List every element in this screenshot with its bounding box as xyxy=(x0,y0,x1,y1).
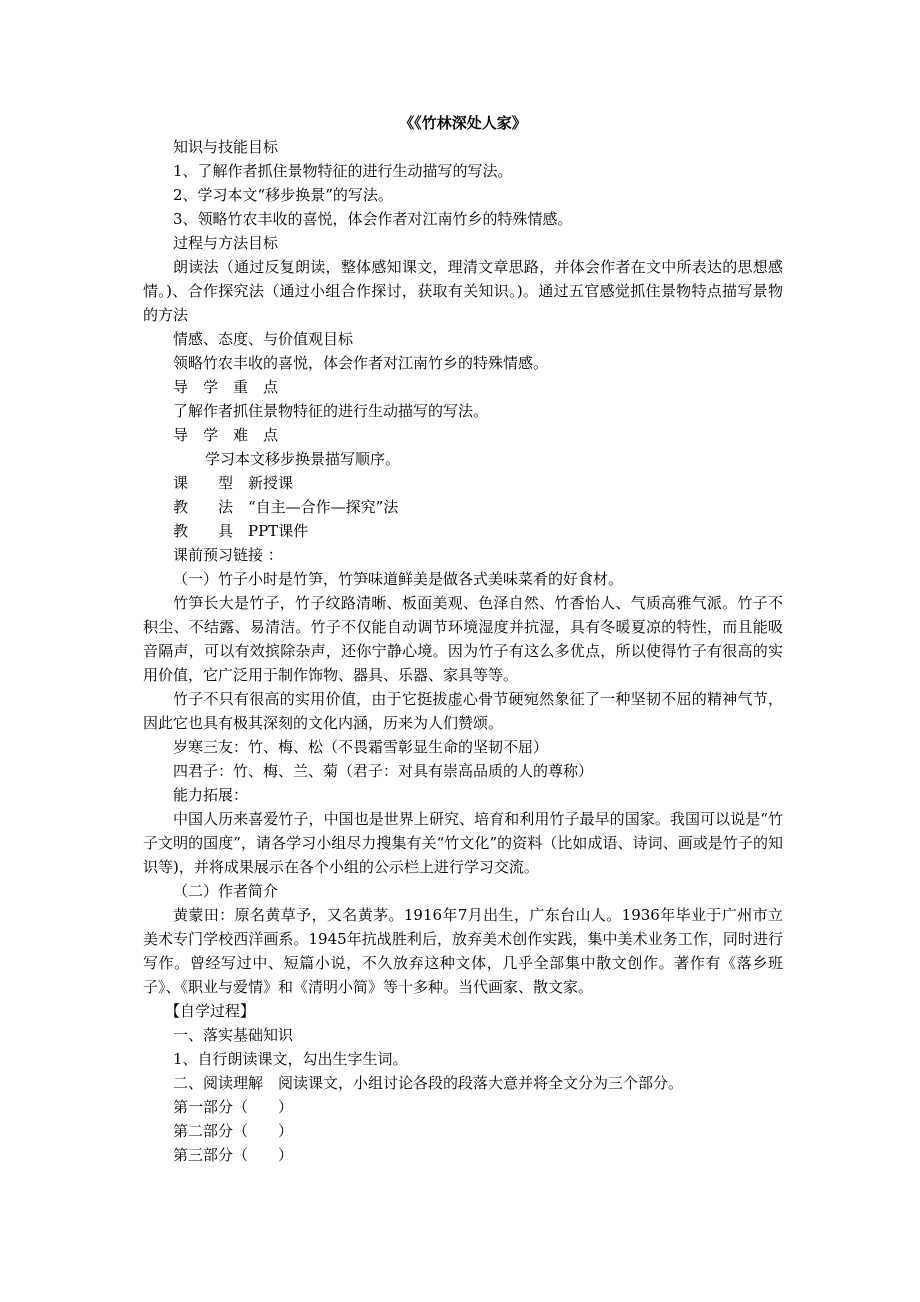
document-body xyxy=(143,111,783,1167)
preview-link-heading: 课前预习链接 ： xyxy=(173,546,283,564)
three-friends-line: 岁寒三友：竹、梅、松（不畏霜雪彰显生命的坚韧不屈） xyxy=(173,738,549,756)
part-three-blank: 第三部分（ ） xyxy=(173,1146,294,1164)
teaching-method-line: 教 法 “自主—合作—探究”法 xyxy=(173,498,399,516)
ability-extension-heading: 能力拓展： xyxy=(173,786,249,804)
goal-item-2: 2、学习本文“移步换景”的写法。 xyxy=(173,186,393,204)
section-heading-key-points: 导 学 重 点 xyxy=(173,378,279,396)
emotion-goals-paragraph: 领略竹农丰收的喜悦，体会作者对江南竹乡的特殊情感。 xyxy=(173,354,549,372)
bamboo-properties-paragraph: 竹笋长大是竹子，竹子纹路清晰、板面美观、色泽自然、竹香怡人、气质高雅气派。竹子不积尘、不结露、易清洁。竹子不仅能自动调节环境湿度并抗湿，具有冬暖夏凉的特性，而且能吸音隔声，可以有效摈除杂声，还你宁静心境。因为竹子有这么多优点，所以使得竹子有很高的实用价值，它广泛用于制作饰物、器具、乐器、家具等等。 xyxy=(143,594,783,684)
author-intro-paragraph: 黄蒙田：原名黄草予，又名黄茅。1916年7月出生，广东台山人。1936年毕业于广州市立美术专门学校西洋画系。1945年抗战胜利后，放弃美术创作实践，集中美术业务工作，同时进行写作。曾经写过中、短篇小说，不久放弃这种文体，几乎全部集中散文创作。著作有《落乡班子》、《职业与爱情》和《清明小简》等十多种。当代画家、散文家。 xyxy=(143,906,783,996)
part-one-blank: 第一部分（ ） xyxy=(173,1098,294,1116)
author-intro-heading: （二）作者简介 xyxy=(173,882,279,900)
ability-extension-paragraph: 中国人历来喜爱竹子，中国也是世界上研究、培育和利用竹子最早的国家。我国可以说是“竹子文明的国度”，请各学习小组尽力搜集有关“竹文化”的资料（比如成语、诗词、画或是竹子的知识等)，并将成果展示在各个小组的公示栏上进行学习交流。 xyxy=(143,810,783,876)
reading-task-line: 1、自行朗读课文，勾出生字生词。 xyxy=(173,1050,408,1068)
document-title: 《《竹林深处人家》 xyxy=(399,114,527,132)
difficult-points-paragraph: 学习本文移步换景描写顺序。 xyxy=(205,450,401,468)
goal-item-1: 1、了解作者抓住景物特征的进行生动描写的写法。 xyxy=(173,162,513,180)
goal-item-3: 3、领略竹农丰收的喜悦，体会作者对江南竹乡的特殊情感。 xyxy=(173,210,573,228)
section-heading-knowledge-goals: 知识与技能目标 xyxy=(173,138,279,156)
section-heading-difficult-points: 导 学 难 点 xyxy=(173,426,279,444)
self-study-heading: 【自学过程】 xyxy=(165,1002,256,1020)
reading-comprehension-line: 二、阅读理解 阅读课文，小组讨论各段的段落大意并将全文分为三个部分。 xyxy=(173,1074,684,1092)
section-heading-process-goals: 过程与方法目标 xyxy=(173,234,279,252)
bamboo-culture-paragraph: 竹子不只有很高的实用价值，由于它挺拔虚心骨节硬宛然象征了一种坚韧不屈的精神气节，因此它也具有极其深刻的文化内涵，历来为人们赞颂。 xyxy=(143,690,783,732)
preview-item-1: （一）竹子小时是竹笋，竹笋味道鲜美是做各式美味菜肴的好食材。 xyxy=(173,570,624,588)
section-heading-emotion-goals: 情感、态度、与价值观目标 xyxy=(173,330,354,348)
lesson-type-line: 课 型 新授课 xyxy=(173,474,294,492)
key-points-paragraph: 了解作者抓住景物特征的进行生动描写的写法。 xyxy=(173,402,489,420)
teaching-tools-line: 教 具 PPT课件 xyxy=(173,522,309,540)
four-gentlemen-line: 四君子：竹、梅、兰、菊（君子：对具有崇高品质的人的尊称） xyxy=(173,762,594,780)
process-methods-paragraph: 朗读法（通过反复朗读，整体感知课文，理清文章思路，并体会作者在文中所表达的思想感情。)、合作探究法（通过小组合作探讨，获取有关知识。)。通过五官感觉抓住景物特点描写景物的方法 xyxy=(143,258,783,324)
basic-knowledge-heading: 一、落实基础知识 xyxy=(173,1026,294,1044)
part-two-blank: 第二部分（ ） xyxy=(173,1122,294,1140)
